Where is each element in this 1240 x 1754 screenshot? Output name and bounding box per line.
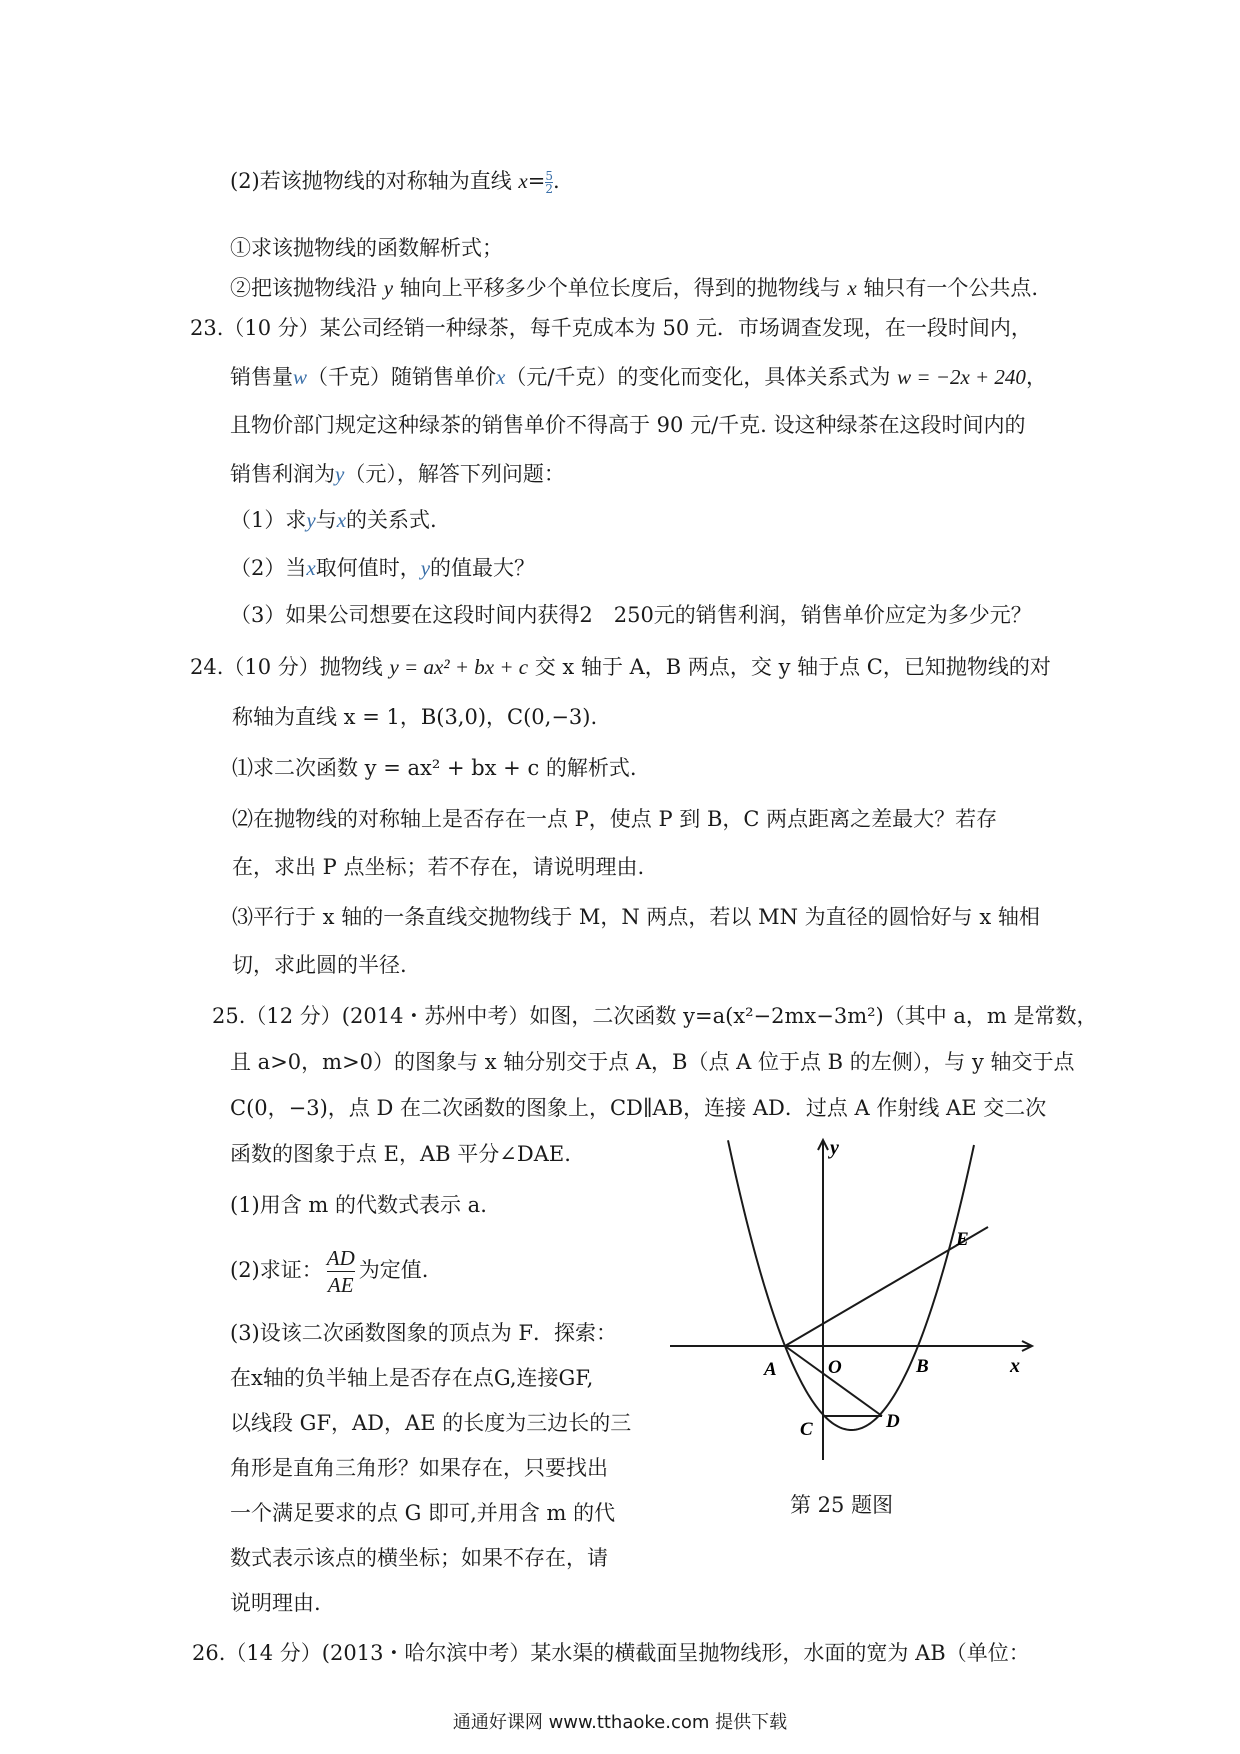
label-a: A [764,1359,777,1380]
parabola-curve [728,1140,974,1430]
q23-part2: （2）当x取何值时，y的值最大？ [230,556,536,580]
label-x: x [1010,1355,1020,1377]
q25-part1: (1)用含 m 的代数式表示 a. [230,1193,487,1217]
label-d: D [886,1411,900,1432]
q25-line1: 25.（12 分）(2014・苏州中考）如图，二次函数 y=a(x²−2mx−3m²)（其中 a，m 是常数， [212,1004,1098,1028]
q23-part1: （1）求y与x的关系式. [230,508,437,532]
q23-formula: w = −2x + 240 [897,365,1026,389]
q26-line1: 26.（14 分）(2013・哈尔滨中考）某水渠的横截面呈抛物线形，水面的宽为 AB（单位： [192,1641,1030,1665]
q25-line4: 函数的图象于点 E，AB 平分∠DAE. [230,1142,571,1166]
q25-figure-caption: 第 25 题图 [790,1493,894,1517]
q25-part3-line6: 数式表示该点的横坐标；如果不存在，请 [230,1546,608,1570]
q25-part3-line5: 一个满足要求的点 G 即可,并用含 m 的代 [230,1501,616,1525]
q23-part3: （3）如果公司想要在这段时间内获得2 250元的销售利润，销售单价应定为多少元？ [230,603,1032,627]
q24-line2: 称轴为直线 x = 1，B(3,0)，C(0,−3). [232,705,598,729]
q24-part3a: ⑶平行于 x 轴的一条直线交抛物线于 M，N 两点，若以 MN 为直径的圆恰好与 x 轴相 [232,905,1040,929]
q24-number: 24. [190,655,224,679]
q25-part3-line7: 说明理由. [230,1591,321,1615]
fraction-ad-over-ae: $\frac{AD}{AE}$ [326,1246,355,1297]
page-footer: 通通好课网 www.tthaoke.com 提供下载 [452,1712,788,1733]
q23-line3: 且物价部门规定这种绿茶的销售单价不得高于 90 元/千克. 设这种绿茶在这段时间内的 [230,413,1026,437]
q25-part3-line3: 以线段 GF，AD，AE 的长度为三边长的三 [230,1411,632,1435]
q24-part2a: ⑵在抛物线的对称轴上是否存在一点 P，使点 P 到 B，C 两点距离之差最大？若存 [232,807,998,831]
q25-part3-line1: (3)设该二次函数图象的顶点为 F．探索： [230,1321,617,1345]
label-c: C [800,1419,813,1440]
q25-line3: C(0，−3)，点 D 在二次函数的图象上，CD∥AB，连接 AD．过点 A 作射线 AE 交二次 [230,1096,1047,1120]
q25-part3-line4: 角形是直角三角形？如果存在，只要找出 [230,1456,608,1480]
q23-line2: 销售量w（千克）随销售单价x（元/千克）的变化而变化，具体关系式为 w = −2x + 240， [230,365,1047,389]
q22-sub2: ②把该抛物线沿 y 轴向上平移多少个单位长度后，得到的抛物线与 x 轴只有一个公共点. [230,276,1039,300]
q23-number: 23. [190,316,224,340]
q24-formula: y = ax² + bx + c [389,655,529,679]
label-y: y [830,1137,839,1159]
q24-part1: ⑴求二次函数 y = ax² + bx + c 的解析式. [232,756,637,780]
fraction-five-halves: $\frac{5}{2}$ [545,169,553,196]
q24-part3b: 切，求此圆的半径. [232,953,407,977]
q22-part2: (2)若该抛物线的对称轴为直线 x= $\frac{5}{2}$ . [230,169,560,196]
q25-line2: 且 a>0，m>0）的图象与 x 轴分别交于点 A，B（点 A 位于点 B 的左侧），与 y 轴交于点 [230,1050,1075,1074]
q25-part2: (2)求证： $\frac{AD}{AE}$ 为定值. [230,1246,429,1297]
label-o: O [828,1357,842,1378]
q24-part2b: 在，求出 P 点坐标；若不存在，请说明理由. [232,855,645,879]
q23-line4: 销售利润为y（元），解答下列问题： [230,462,565,486]
label-e: E [956,1229,969,1250]
q24-line1: 24.（10 分）抛物线 y = ax² + bx + c 交 x 轴于 A，B 两点，交 y 轴于点 C，已知抛物线的对 [190,655,1051,679]
q25-figure [660,1130,1060,1470]
q25-part3-line2: 在x轴的负半轴上是否存在点G,连接GF, [230,1366,594,1390]
q22-sub1: ①求该抛物线的函数解析式； [230,236,503,260]
label-b: B [916,1356,929,1377]
q23-line1: 23.（10 分）某公司经销一种绿茶，每千克成本为 50 元．市场调查发现，在一段时间内， [190,316,1032,340]
